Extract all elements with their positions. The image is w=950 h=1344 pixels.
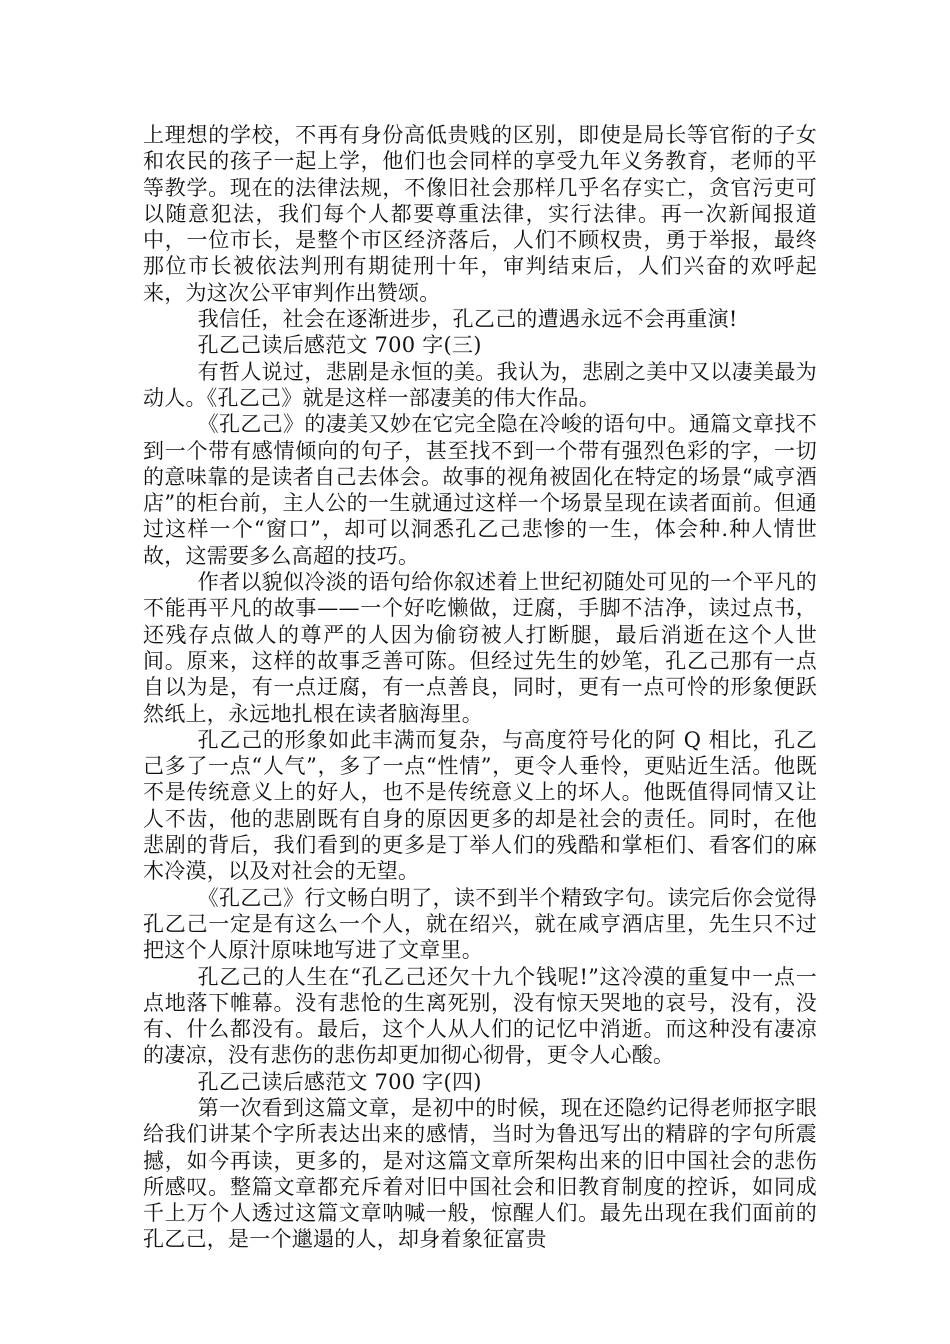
- paragraph-5: 《孔乙己》的凄美又妙在它完全隐在冷峻的语句中。通篇文章找不到一个带有感情倾向的句子，甚至找不到一个带有强烈色彩的字，一切的意味靠的是读者自己去体会。故事的视角被固化在特定的场景“咸亨酒店”的柜台前，主人公的一生就通过这样一个场景呈现在读者面前。但通过这样一个“窗口”，却可以洞悉孔乙己悲惨的一生，体会种.种人情世故，这需要多么高超的技巧。: [143, 412, 817, 568]
- paragraph-8: 《孔乙己》行文畅白明了，读不到半个精致字句。读完后你会觉得孔乙己一定是有这么一个人，就在绍兴，就在咸亨酒店里，先生只不过把这个人原汁原味地写进了文章里。: [143, 885, 817, 963]
- section-heading-3: 孔乙己读后感范文 700 字(三): [197, 333, 482, 358]
- document-body: [143, 122, 817, 1253]
- paragraph-7: 孔乙己的形象如此丰满而复杂，与高度符号化的阿 Q 相比，孔乙己多了一点“人气”，多了一点“性情”，更令人垂怜，更贴近生活。他既不是传统意义上的好人，也不是传统意义上的坏人。他既值得同情又让人不齿，他的悲剧既有自身的原因更多的却是社会的责任。同时，在他悲剧的背后，我们看到的更多是丁举人们的残酷和掌柜们、看客们的麻木冷漠，以及对社会的无望。: [143, 727, 817, 884]
- paragraph-11: 第一次看到这篇文章，是初中的时候，现在还隐约记得老师抠字眼给我们讲某个字所表达出来的感情，当时为鲁迅写出的精辟的字句所震撼，如今再读，更多的，是对这篇文章所架构出来的旧中国社会的悲伤所感叹。整篇文章都充斥着对旧中国社会和旧教育制度的控诉，如同成千上万个人透过这篇文章呐喊一般，惊醒人们。最先出现在我们面前的孔乙己，是一个邋遢的人，却身着象征富贵: [143, 1095, 817, 1252]
- paragraph-1: 上理想的学校，不再有身份高低贵贱的区别，即使是局长等官衔的子女和农民的孩子一起上学，他们也会同样的享受九年义务教育，老师的平等教学。现在的法律法规，不像旧社会那样几乎名存实亡，贪官污吏可以随意犯法，我们每个人都要尊重法律，实行法律。再一次新闻报道中，一位市长，是整个市区经济落后，人们不顾权贵，勇于举报，最终那位市长被依法判刑有期徒刑十年，审判结束后，人们兴奋的欢呼起来，为这次公平审判作出赞颂。: [143, 123, 817, 305]
- paragraph-6: 作者以貌似冷淡的语句给你叙述着上世纪初随处可见的一个平凡的不能再平凡的故事——一个好吃懒做，迂腐，手脚不洁净，读过点书，还残存点做人的尊严的人因为偷窃被人打断腿，最后消逝在这个人世间。原来，这样的故事乏善可陈。但经过先生的妙笔，孔乙己那有一点自以为是，有一点迂腐，有一点善良，同时，更有一点可怜的形象便跃然纸上，永远地扎根在读者脑海里。: [143, 570, 817, 726]
- paragraph-4: 有哲人说过，悲剧是永恒的美。我认为，悲剧之美中又以凄美最为动人。《孔乙己》就是这样一部凄美的伟大作品。: [143, 359, 817, 410]
- paragraph-9: 孔乙己的人生在“孔乙己还欠十九个钱呢!”这冷漠的重复中一点一点地落下帷幕。没有悲怆的生离死别，没有惊天哭地的哀号，没有，没有、什么都没有。最后，这个人从人们的记忆中消逝。而这种没有凄凉的凄凉，没有悲伤的悲伤却更加彻心彻骨，更令人心酸。: [143, 964, 817, 1068]
- section-heading-4: 孔乙己读后感范文 700 字(四): [197, 1069, 482, 1094]
- paragraph-2: 我信任，社会在逐渐进步，孔乙己的遭遇永远不会再重演!: [197, 307, 738, 332]
